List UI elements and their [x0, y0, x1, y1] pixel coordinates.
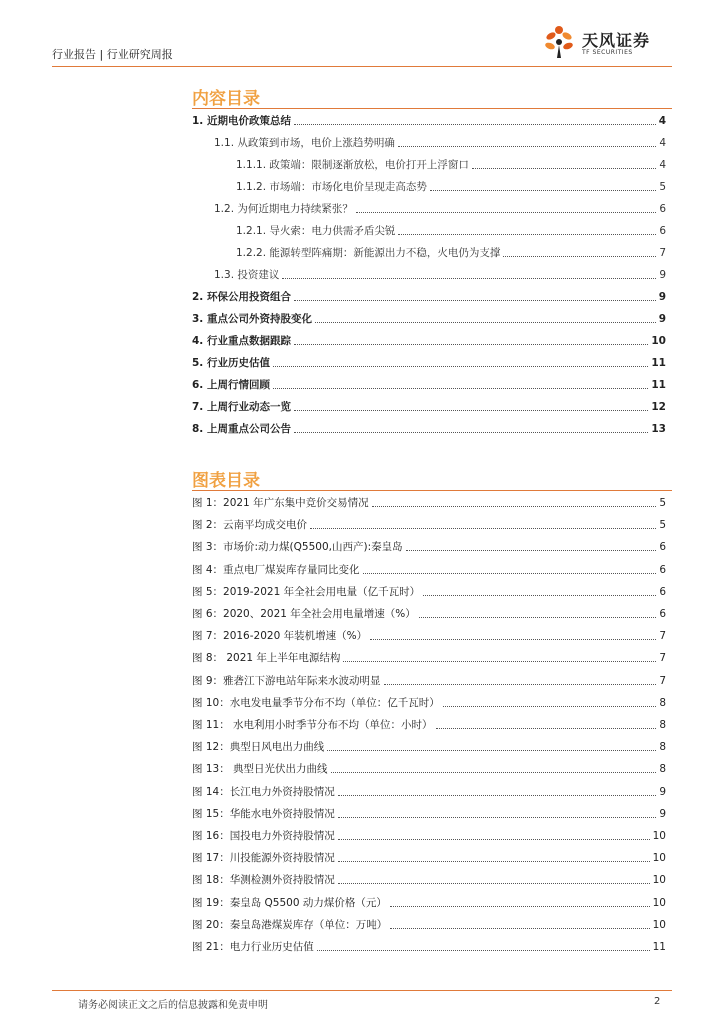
figure-entry[interactable]: [192, 805, 666, 821]
toc-entry-page: 4: [659, 159, 666, 171]
figure-entry-page: 6: [659, 585, 666, 598]
figure-entry-label: 图 10：水电发电量季节分布不均（单位：亿千瓦时）: [192, 696, 440, 709]
figure-entry-page: 8: [659, 696, 666, 709]
figure-entry-page: 10: [652, 830, 666, 842]
figure-entry-page: 5: [659, 497, 666, 509]
toc-entry[interactable]: [214, 134, 666, 150]
dot-leader: [443, 706, 657, 707]
footer-divider: [52, 990, 672, 991]
toc-title: 内容目录: [192, 89, 260, 109]
figure-entry[interactable]: [192, 894, 666, 910]
toc-entry-page: 5: [659, 181, 666, 193]
toc-entry-label: 8. 上周重点公司公告: [192, 423, 291, 435]
figure-entry[interactable]: [192, 916, 666, 932]
figure-entry-page: 7: [659, 630, 666, 643]
toc-entry-label: 4. 行业重点数据跟踪: [192, 335, 291, 347]
figure-entry-page: 5: [659, 519, 666, 532]
figure-entry[interactable]: [192, 871, 666, 887]
figure-entry[interactable]: [192, 516, 666, 532]
figure-entry-label: 图 18：华测检测外资持股情况: [192, 874, 335, 887]
toc-entry-label: 7. 上周行业动态一览: [192, 401, 291, 413]
toc-entry-label: 1.1.2. 市场端：市场化电价呈现走高态势: [236, 181, 427, 193]
figure-entry[interactable]: [192, 627, 666, 643]
toc-entry[interactable]: [236, 178, 666, 194]
dot-leader: [315, 322, 656, 323]
dot-leader: [370, 639, 656, 640]
figure-entry-page: 6: [659, 563, 666, 576]
dot-leader: [338, 861, 650, 862]
figure-entry-page: 8: [659, 763, 666, 776]
toc-entry[interactable]: [192, 376, 666, 392]
dot-leader: [338, 839, 650, 840]
figure-entry-label: 图 5：2019-2021 年全社会用电量（亿千瓦时）: [192, 585, 421, 598]
flower-logo-icon: [542, 22, 576, 62]
toc-entry-label: 1.2. 为何近期电力持续紧张？: [214, 203, 353, 215]
figure-entry-label: 图 17：川投能源外资持股情况: [192, 852, 335, 865]
figure-entry-label: 图 2：云南平均成交电价: [192, 519, 308, 532]
figure-entry-label: 图 12：典型日风电出力曲线: [192, 741, 325, 754]
figure-entry-page: 10: [652, 918, 666, 931]
dot-leader: [390, 906, 650, 907]
toc-entry-page: 9: [658, 291, 666, 303]
toc-entry-page: 6: [659, 203, 666, 215]
figure-entry[interactable]: [192, 849, 666, 865]
figure-entry[interactable]: [192, 827, 666, 843]
figure-entry-label: 图 6：2020、2021 年全社会用电量增速（%）: [192, 608, 416, 620]
figure-entry[interactable]: [192, 672, 666, 688]
figure-entry[interactable]: [192, 716, 666, 732]
figure-entry[interactable]: [192, 605, 666, 621]
figure-entry-label: 图 13： 典型日光伏出力曲线: [192, 763, 328, 776]
figure-entry-page: 7: [659, 674, 666, 687]
figure-entry-label: 图 11： 水电利用小时季节分布不均（单位：小时）: [192, 719, 433, 731]
figure-entry[interactable]: [192, 561, 666, 577]
figure-entry-page: 11: [652, 941, 666, 953]
dot-leader: [338, 883, 650, 884]
dot-leader: [398, 146, 656, 147]
toc-entry-label: 1.1.1. 政策端：限制逐渐放松，电价打开上浮窗口: [236, 159, 469, 171]
figure-entry[interactable]: [192, 583, 666, 599]
dot-leader: [273, 388, 648, 389]
toc-entry-label: 1.2.2. 能源转型阵痛期：新能源出力不稳，火电仍为支撑: [236, 247, 501, 259]
company-logo: [542, 22, 672, 62]
dot-leader: [472, 168, 656, 169]
toc-entry-page: 9: [658, 313, 666, 325]
figure-entry-label: 图 4：重点电厂煤炭库存量同比变化: [192, 563, 360, 576]
figure-entry-label: 图 3：市场价:动力煤(Q5500,山西产):秦皇岛: [192, 541, 403, 554]
toc-entry[interactable]: [236, 244, 666, 260]
toc-entry[interactable]: [236, 156, 666, 172]
figure-entry-label: 图 14：长江电力外资持股情况: [192, 785, 335, 798]
dot-leader: [282, 278, 656, 279]
toc-entry-page: 11: [651, 379, 666, 391]
figure-entry-page: 6: [659, 608, 666, 620]
figure-entry[interactable]: [192, 738, 666, 754]
toc-entry[interactable]: [192, 288, 666, 304]
figure-entry-page: 8: [659, 719, 666, 731]
toc-entry-page: 4: [659, 137, 666, 149]
figure-entry[interactable]: [192, 760, 666, 776]
dot-leader: [338, 817, 657, 818]
toc-entry-page: 7: [659, 247, 666, 259]
figure-entry-label: 图 20：秦皇岛港煤炭库存（单位：万吨）: [192, 918, 388, 931]
figure-entry-page: 9: [659, 785, 666, 798]
figure-entry[interactable]: [192, 938, 666, 954]
toc-entry[interactable]: [192, 354, 666, 370]
figures-title-divider: [192, 490, 672, 491]
dot-leader: [398, 234, 656, 235]
figure-entry-label: 图 16：国投电力外资持股情况: [192, 830, 335, 842]
figure-entry[interactable]: [192, 694, 666, 710]
dot-leader: [372, 506, 657, 507]
dot-leader: [327, 750, 656, 751]
dot-leader: [294, 410, 648, 411]
figure-entry-label: 图 8： 2021 年上半年电源结构: [192, 652, 341, 665]
toc-entry[interactable]: [214, 266, 666, 282]
toc-entry[interactable]: [192, 420, 666, 436]
header-title: 行业报告 | 行业研究周报: [52, 48, 173, 61]
figure-entry-label: 图 19：秦皇岛 Q5500 动力煤价格（元）: [192, 896, 387, 909]
toc-entry[interactable]: [192, 310, 666, 326]
dot-leader: [273, 366, 648, 367]
dot-leader: [317, 950, 650, 951]
figure-entry[interactable]: [192, 649, 666, 665]
dot-leader: [310, 528, 656, 529]
figure-entry[interactable]: [192, 538, 666, 554]
dot-leader: [436, 728, 657, 729]
toc-entry-page: 4: [658, 115, 666, 127]
header-divider: [52, 66, 672, 67]
figure-entry[interactable]: [192, 494, 666, 510]
toc-entry-label: 1.3. 投资建议: [214, 269, 280, 281]
dot-leader: [331, 772, 657, 773]
figure-entry-page: 8: [659, 741, 666, 754]
dot-leader: [406, 550, 657, 551]
toc-entry-label: 6. 上周行情回顾: [192, 379, 270, 391]
toc-entry-label: 1.1. 从政策到市场，电价上涨趋势明确: [214, 137, 395, 149]
figure-entry-label: 图 7：2016-2020 年装机增速（%）: [192, 630, 368, 643]
dot-leader: [384, 684, 657, 685]
brand-name: 天风证券: [582, 31, 651, 50]
toc-title-divider: [192, 108, 672, 109]
figure-entry-label: 图 21：电力行业历史估值: [192, 941, 314, 953]
toc-entry-page: 13: [651, 423, 666, 435]
figure-entry-page: 10: [652, 896, 666, 909]
figure-entry-page: 10: [652, 852, 666, 865]
dot-leader: [294, 124, 656, 125]
dot-leader: [423, 595, 656, 596]
toc-entry-page: 10: [651, 335, 666, 347]
dot-leader: [294, 432, 648, 433]
figure-entry[interactable]: [192, 783, 666, 799]
dot-leader: [338, 795, 657, 796]
footer-disclaimer: 请务必阅读正文之后的信息披露和免责申明: [78, 1000, 268, 1011]
toc-entry[interactable]: [192, 332, 666, 348]
toc-entry-label: 3. 重点公司外资持股变化: [192, 313, 312, 325]
toc-entry-label: 1.2.1. 导火索：电力供需矛盾尖锐: [236, 225, 396, 237]
dot-leader: [363, 573, 657, 574]
toc-entry[interactable]: [214, 200, 666, 216]
toc-entry[interactable]: [192, 112, 666, 128]
dot-leader: [419, 617, 657, 618]
toc-entry-page: 6: [659, 225, 666, 237]
dot-leader: [294, 344, 648, 345]
toc-entry-page: 9: [659, 269, 666, 281]
figure-entry-page: 9: [659, 807, 666, 820]
brand-name-en: TF SECURITIES: [582, 49, 633, 56]
figure-entry-label: 图 9：雅砻江下游电站年际来水波动明显: [192, 674, 381, 687]
figure-entry-label: 图 15：华能水电外资持股情况: [192, 807, 335, 820]
dot-leader: [356, 212, 656, 213]
toc-entry-label: 2. 环保公用投资组合: [192, 291, 291, 303]
figure-entry-label: 图 1：2021 年广东集中竞价交易情况: [192, 497, 369, 509]
toc-entry-page: 11: [651, 357, 666, 369]
dot-leader: [294, 300, 656, 301]
figure-entry-page: 6: [659, 541, 666, 554]
toc-entry-label: 1. 近期电价政策总结: [192, 115, 291, 127]
figures-title: 图表目录: [192, 471, 260, 491]
dot-leader: [503, 256, 656, 257]
dot-leader: [343, 661, 656, 662]
toc-entry[interactable]: [236, 222, 666, 238]
figure-entry-page: 10: [652, 874, 666, 887]
dot-leader: [430, 190, 656, 191]
toc-entry[interactable]: [192, 398, 666, 414]
dot-leader: [390, 928, 649, 929]
page-number: 2: [654, 996, 661, 1007]
toc-entry-label: 5. 行业历史估值: [192, 357, 270, 369]
figure-entry-page: 7: [659, 652, 666, 665]
toc-entry-page: 12: [651, 401, 666, 413]
